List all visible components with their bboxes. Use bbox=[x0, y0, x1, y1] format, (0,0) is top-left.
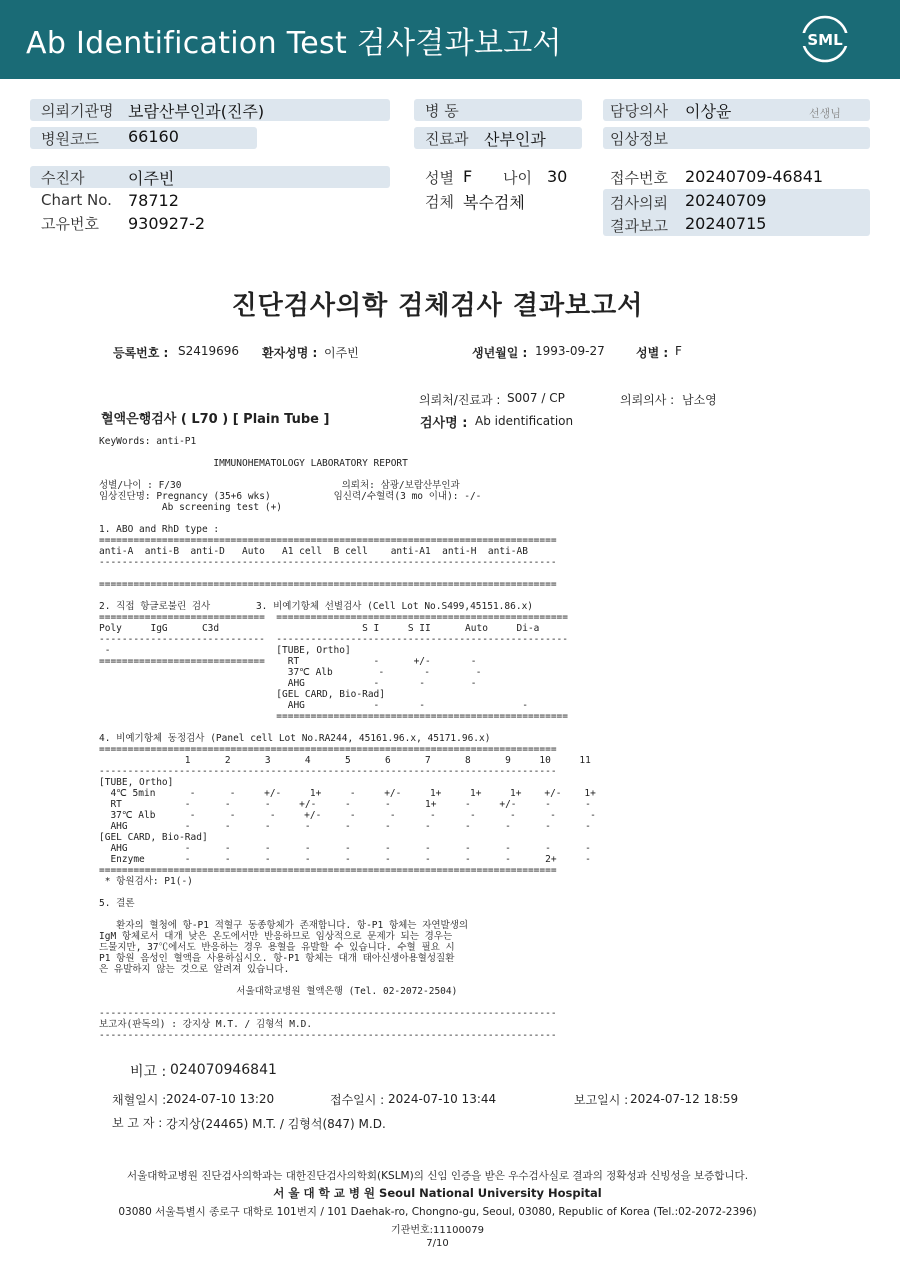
reported-label: 보고일시 : bbox=[574, 1093, 629, 1107]
report-line: =================================================== bbox=[99, 711, 568, 722]
request-date-label: 검사의뢰 bbox=[610, 194, 668, 212]
report-line: 1 2 3 4 5 6 7 8 9 10 11 bbox=[99, 755, 591, 766]
uid-label: 고유번호 bbox=[41, 215, 99, 233]
chart-label: Chart No. bbox=[41, 191, 112, 209]
reported-value: 2024-07-12 18:59 bbox=[630, 1092, 739, 1106]
report-line: ============================= RT - +/- - bbox=[99, 656, 477, 667]
report-line: ----------------------------- --------------------------------------------------- bbox=[99, 634, 568, 645]
age-value: 30 bbox=[547, 167, 568, 186]
report-line: IMMUNOHEMATOLOGY LABORATORY REPORT bbox=[99, 458, 408, 469]
dept-label: 진료과 bbox=[425, 130, 469, 148]
report-line: anti-A anti-B anti-D Auto A1 cell B cell anti-A1 anti-H anti-AB bbox=[99, 546, 528, 557]
uid-value: 930927-2 bbox=[128, 214, 206, 233]
report-line: Poly IgG C3d S I S II Auto Di-a bbox=[99, 623, 540, 634]
specimen-value: 복수검체 bbox=[463, 193, 525, 212]
report-line: 2. 직접 항글로불린 검사 3. 비예기항체 선별검사 (Cell Lot No.S499,45151.86.x) bbox=[99, 601, 534, 612]
report-line: RT - - - +/- - - 1+ - +/- - - bbox=[99, 799, 591, 810]
report-line bbox=[99, 469, 596, 480]
report-line: IgM 항체로서 대개 낮은 온도에서만 반응하므로 임상적으로 문제가 되는 경우는 bbox=[99, 931, 453, 942]
report-line bbox=[99, 722, 596, 733]
exam-group: 혈액은행검사 ( L70 ) [ Plain Tube ] bbox=[101, 412, 330, 427]
patient-value: 이주빈 bbox=[128, 169, 175, 188]
report-line: P1 항원 음성인 혈액을 사용하십시오. 항-P1 항체는 대개 태아신생아용혈성질환 bbox=[99, 953, 455, 964]
report-sex-value: F bbox=[675, 344, 682, 358]
report-line: * 항원검사: P1(-) bbox=[99, 876, 193, 887]
report-line: 서울대학교병원 혈액은행 (Tel. 02-2072-2504) bbox=[99, 986, 458, 997]
sml-logo bbox=[800, 14, 850, 64]
receive-value: 2024-07-10 13:44 bbox=[388, 1092, 497, 1106]
report-line: AHG - - - - - - - - - - - bbox=[99, 821, 591, 832]
exam-label: 검사명 : bbox=[420, 416, 468, 431]
report-line: ================================================================================ bbox=[99, 865, 557, 876]
report-date-value: 20240715 bbox=[685, 214, 767, 233]
doctor-suffix: 선생님 bbox=[809, 107, 841, 120]
doctor-label: 담당의사 bbox=[610, 102, 668, 120]
report-line bbox=[99, 513, 596, 524]
report-line: [TUBE, Ortho] bbox=[99, 777, 174, 788]
report-header bbox=[0, 0, 900, 79]
report-line: 은 유발하지 않는 것으로 알려져 있습니다. bbox=[99, 964, 290, 975]
ward-label: 병 동 bbox=[425, 102, 459, 120]
report-line: 성별/나이 : F/30 의뢰처: 삼광/보람산부인과 bbox=[99, 480, 460, 491]
footer-org-no: 기관번호:11100079 bbox=[391, 1225, 484, 1236]
report-line bbox=[99, 909, 596, 920]
report-line: 임상진단명: Pregnancy (35+6 wks) 임신력/수혈력(3 mo 이내): -/- bbox=[99, 491, 482, 502]
receive-label: 접수일시 : bbox=[330, 1093, 385, 1107]
specimen-label: 검체 bbox=[425, 193, 454, 211]
note-label: 비고 : bbox=[130, 1064, 167, 1080]
report-line bbox=[99, 447, 596, 458]
report-line bbox=[99, 887, 596, 898]
report-line: AHG - - - bbox=[99, 700, 528, 711]
dob-label: 생년월일 : bbox=[472, 346, 528, 360]
page-number: 7/10 bbox=[426, 1238, 449, 1249]
report-doctor-label: 의뢰의사 : bbox=[620, 393, 675, 407]
report-sex-label: 성별 : bbox=[636, 346, 669, 360]
hospital-code-label: 병원코드 bbox=[41, 130, 99, 148]
report-line: 1. ABO and RhD type : bbox=[99, 524, 220, 535]
report-line bbox=[99, 568, 596, 579]
doctor-value: 이상윤 bbox=[685, 102, 732, 121]
chart-value: 78712 bbox=[128, 191, 179, 210]
report-line: ================================================================================ bbox=[99, 535, 557, 546]
report-dept-label: 의뢰처/진료과 : bbox=[419, 393, 501, 407]
requester-label: 의뢰기관명 bbox=[41, 102, 114, 120]
collect-value: 2024-07-10 13:20 bbox=[166, 1092, 275, 1106]
footer-hospital: 서 울 대 학 교 병 원 Seoul National University Hospital bbox=[273, 1186, 602, 1200]
report-line: -------------------------------------------------------------------------------- bbox=[99, 766, 557, 777]
report-line: AHG - - - bbox=[99, 678, 477, 689]
report-line: AHG - - - - - - - - - - - bbox=[99, 843, 591, 854]
report-line: Enzyme - - - - - - - - - 2+ - bbox=[99, 854, 591, 865]
report-dept-value: S007 / CP bbox=[507, 391, 565, 405]
report-line: [GEL CARD, Bio-Rad] bbox=[99, 689, 385, 700]
reporter-value: 강지상(24465) M.T. / 김형석(847) M.D. bbox=[166, 1117, 386, 1131]
patient-label: 수진자 bbox=[41, 169, 85, 187]
report-line: ================================================================================ bbox=[99, 744, 557, 755]
dob-value: 1993-09-27 bbox=[535, 344, 605, 358]
report-line: - [TUBE, Ortho] bbox=[99, 645, 351, 656]
note-value: 024070946841 bbox=[170, 1062, 277, 1078]
report-line: 환자의 혈청에 항-P1 적혈구 동종항체가 존재합니다. 항-P1 항체는 자연발생의 bbox=[99, 920, 469, 931]
report-line: -------------------------------------------------------------------------------- bbox=[99, 1008, 557, 1019]
svg-text:SML: SML bbox=[807, 31, 843, 49]
report-line: KeyWords: anti-P1 bbox=[99, 436, 197, 447]
lab-report-text bbox=[99, 436, 596, 1041]
report-doctor-value: 남소영 bbox=[682, 393, 717, 407]
header-title: Ab Identification Test 검사결과보고서 bbox=[26, 26, 562, 61]
sex-label: 성별 bbox=[425, 169, 454, 187]
report-line: ================================================================================ bbox=[99, 579, 557, 590]
report-title: 진단검사의학 검체검사 결과보고서 bbox=[231, 291, 644, 321]
report-line: 4. 비예기항체 동정검사 (Panel cell Lot No.RA244, 45161.96.x, 45171.96.x) bbox=[99, 733, 491, 744]
report-line: 4℃ 5min - - +/- 1+ - +/- 1+ 1+ 1+ +/- 1+ bbox=[99, 788, 596, 799]
report-line: -------------------------------------------------------------------------------- bbox=[99, 557, 557, 568]
requester-value: 보람산부인과(진주) bbox=[128, 102, 265, 121]
report-date-label: 결과보고 bbox=[610, 217, 668, 235]
report-line: 드물지만, 37℃에서도 반응하는 경우 용혈을 유발할 수 있습니다. 수혈 필요 시 bbox=[99, 942, 455, 953]
report-line: -------------------------------------------------------------------------------- bbox=[99, 1030, 557, 1041]
report-line: 37℃ Alb - - - +/- - - - - - - - bbox=[99, 810, 596, 821]
report-line: 보고자(판독의) : 강지상 M.T. / 김형석 M.D. bbox=[99, 1019, 313, 1030]
report-line bbox=[99, 975, 596, 986]
clinical-label: 임상정보 bbox=[610, 130, 668, 148]
receipt-no-label: 접수번호 bbox=[610, 169, 668, 187]
report-line: [GEL CARD, Bio-Rad] bbox=[99, 832, 208, 843]
hospital-code-value: 66160 bbox=[128, 127, 179, 146]
report-line: Ab screening test (+) bbox=[99, 502, 283, 513]
name-value: 이주빈 bbox=[324, 346, 359, 360]
reg-label: 등록번호 : bbox=[113, 346, 169, 360]
name-label: 환자성명 : bbox=[262, 346, 318, 360]
exam-value: Ab identification bbox=[475, 414, 574, 428]
footer-cert: 서울대학교병원 진단검사의학과는 대한진단검사의학회(KSLM)의 신임 인증을 받은 우수검사실로 결과의 정확성과 신빙성을 보증합니다. bbox=[126, 1170, 749, 1182]
report-line bbox=[99, 590, 596, 601]
reporter-label: 보 고 자 : bbox=[112, 1116, 163, 1130]
collect-label: 채혈일시 : bbox=[112, 1093, 167, 1107]
receipt-no-value: 20240709-46841 bbox=[685, 167, 824, 186]
report-line bbox=[99, 997, 596, 1008]
footer-address: 03080 서울특별시 종로구 대학로 101번지 / 101 Daehak-ro, Chongno-gu, Seoul, 03080, Republic of Korea (Tel.:02-2072-2396) bbox=[118, 1206, 757, 1218]
age-label: 나이 bbox=[503, 169, 532, 187]
reg-value: S2419696 bbox=[178, 344, 240, 358]
request-date-value: 20240709 bbox=[685, 191, 767, 210]
report-line: 5. 결론 bbox=[99, 898, 135, 909]
report-line: ============================= =================================================== bbox=[99, 612, 568, 623]
sex-value: F bbox=[463, 167, 473, 186]
dept-value: 산부인과 bbox=[484, 130, 546, 149]
report-line: 37℃ Alb - - - bbox=[99, 667, 482, 678]
